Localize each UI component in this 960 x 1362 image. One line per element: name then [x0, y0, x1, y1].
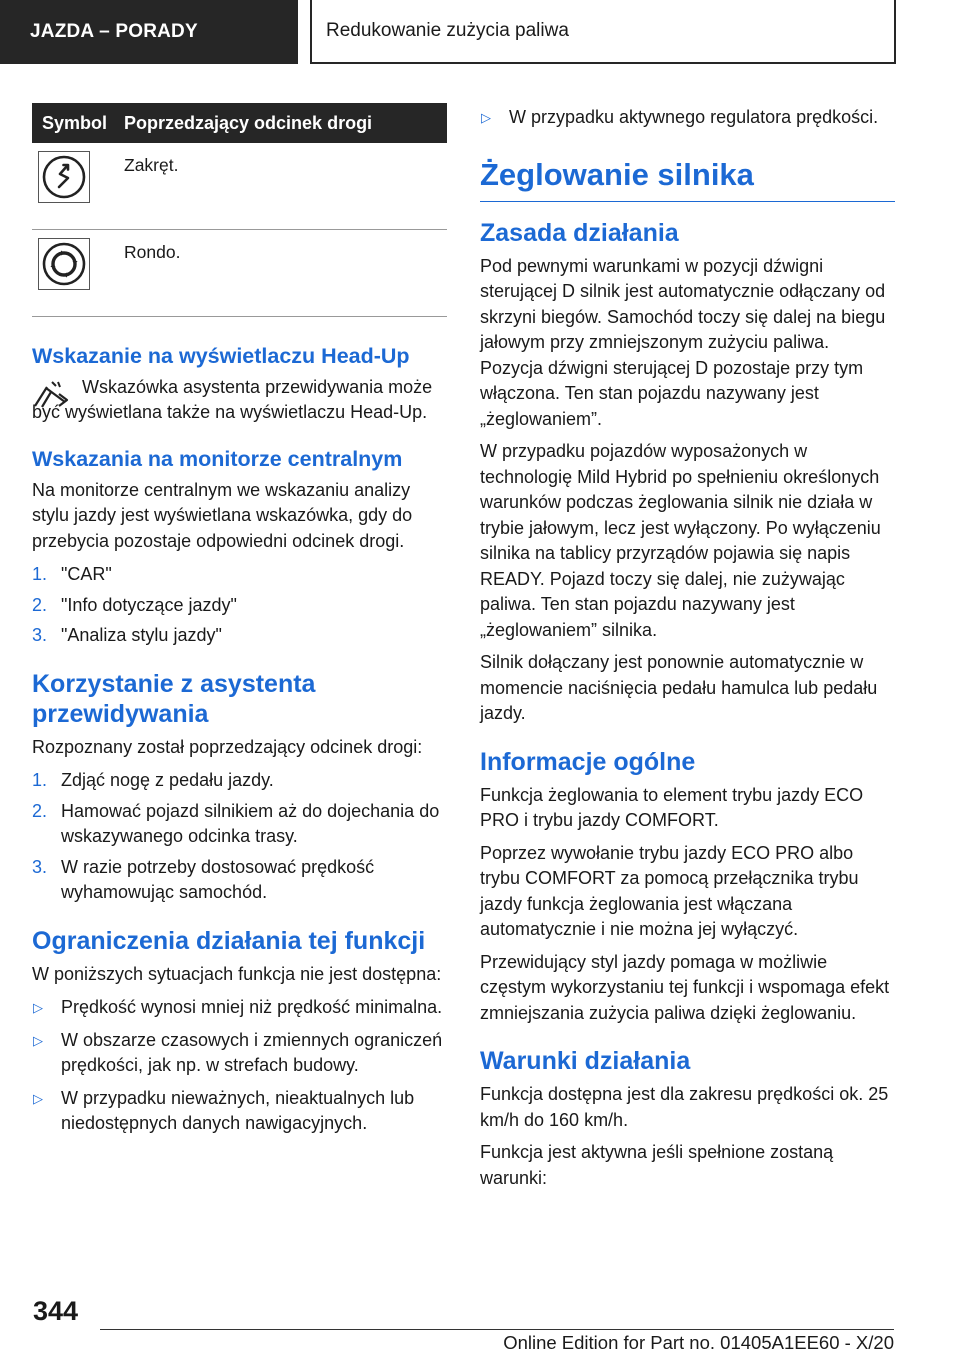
paragraph: W przypadku pojazdów wyposażonych w technologię Mild Hybrid po spełnieniu określonych warunków podczas żeglowania silnik nie działa w trybie jałowym, lecz jest wyłączony. Po wyłączeniu silnika na tablicy przyrządów pojawia się napis READY. Pojazd toczy się dalej, nie zużywając paliwa. Ten stan pojazdu nazywany jest „żeglowaniem” silnika.	[480, 441, 881, 640]
cid-heading: Wskazania na monitorze centralnym	[32, 446, 403, 471]
paragraph: Funkcja żeglowania to element trybu jazdy ECO PRO i trybu jazdy COMFORT.	[480, 784, 864, 830]
right-column	[480, 103, 895, 1198]
use-heading: Korzystanie z asystenta przewidywania	[32, 669, 316, 728]
list-item: ▷ Prędkość wynosi mniej niż prędkość minimalna.	[32, 995, 447, 1021]
page-footer	[0, 1296, 960, 1362]
predictive-assistant-icon	[32, 378, 70, 410]
paragraph: Przewidujący styl jazdy pomaga w możliwie częstym wykorzystaniu tej funkcji i wspomaga efekt zmniejszania zużycia paliwa dzięki żeglowaniu.	[480, 951, 890, 1023]
general-heading: Informacje ogólne	[480, 747, 696, 776]
list-item: ▷ W obszarze czasowych i zmiennych ograniczeń prędkości, jak np. w strefach budowy.	[33, 1029, 443, 1076]
triangle-bullet-icon: ▷	[33, 1000, 43, 1016]
hud-text: Wskazówka asystenta przewidywania może być wyświetlana także na wyświetlaczu Head-Up.	[32, 376, 433, 423]
roundabout-icon	[38, 238, 90, 290]
symbol-table	[32, 103, 447, 317]
principle-heading: Zasada działania	[480, 218, 679, 247]
list-item: 2. "Info dotyczące jazdy"	[32, 594, 237, 615]
main-heading: Żeglowanie silnika	[480, 157, 895, 202]
list-item: 3. W razie potrzeby dostosować prędkość wyhamowując samochód.	[32, 856, 375, 903]
use-steps	[32, 768, 447, 906]
triangle-bullet-icon: ▷	[33, 1090, 43, 1106]
conditions-heading: Warunki działania	[480, 1047, 691, 1075]
triangle-bullet-icon: ▷	[33, 1032, 43, 1048]
road-section-column-header: Poprzedzający odcinek drogi	[114, 103, 447, 143]
list-item: 2. Hamować pojazd silnikiem aż do dojechania do wskazywanego odcinka trasy.	[32, 800, 440, 847]
left-column	[32, 103, 447, 1145]
list-item: ▷ W przypadku aktywnego regulatora prędkości.	[480, 105, 895, 131]
paragraph: Pod pewnymi warunkami w pozycji dźwigni sterującej D silnik jest automatycznie odłączany od skrzyni biegów. Samochód toczy się dalej na biegu jałowym przy zmniejszonym zużyciu paliwa. Pozycja dźwigni sterującej D pozostaje przy tym włączona. Ten stan pojazdu nazywany jest „żeglowaniem”.	[480, 255, 886, 429]
use-text: Rozpoznany został poprzedzający odcinek drogi:	[32, 736, 423, 757]
paragraph: Funkcja dostępna jest dla zakresu prędkości ok. 25 km/h do 160 km/h.	[480, 1084, 889, 1130]
table-cell-text: Rondo.	[114, 230, 447, 317]
section-tab: JAZDA – PORADY	[0, 0, 298, 64]
continued-list	[480, 105, 895, 131]
limits-heading: Ograniczenia działania tej funkcji	[32, 926, 426, 955]
chapter-title: Redukowanie zużycia paliwa	[310, 0, 896, 64]
edition-info: Online Edition for Part no. 01405A1EE60 - X/20	[503, 1332, 894, 1353]
list-item: 1. "CAR"	[32, 564, 112, 585]
list-item: 1. Zdjąć nogę z pedału jazdy.	[32, 770, 274, 791]
cid-steps	[32, 562, 447, 649]
limits-text: W poniższych sytuacjach funkcja nie jest dostępna:	[32, 963, 442, 984]
paragraph: Poprzez wywołanie trybu jazdy ECO PRO albo trybu COMFORT za pomocą przełącznika trybu jazdy funkcja żeglowania jest włączana automatycznie i nie można jej wyłączyć.	[480, 842, 859, 939]
symbol-table-header	[32, 103, 447, 143]
hud-note	[32, 375, 447, 426]
table-cell-text: Zakręt.	[114, 143, 447, 230]
page-header	[0, 0, 960, 66]
list-item: ▷ W przypadku nieważnych, nieaktualnych lub niedostępnych danych nawigacyjnych.	[33, 1087, 415, 1134]
cid-text: Na monitorze centralnym we wskazaniu analizy stylu jazdy jest wyświetlana wskazówka, gdy do przebycia pozostaje odpowiedni odcinek drogi.	[32, 479, 413, 551]
table-row	[32, 230, 447, 317]
footer-divider	[100, 1329, 894, 1330]
list-item: 3. "Analiza stylu jazdy"	[32, 625, 222, 646]
symbol-column-header: Symbol	[32, 103, 114, 143]
table-row	[32, 143, 447, 230]
triangle-bullet-icon: ▷	[481, 110, 491, 125]
hud-heading: Wskazanie na wyświetlaczu Head-Up	[32, 344, 410, 368]
paragraph: Silnik dołączany jest ponownie automatycznie w momencie naciśnięcia pedału hamulca lub pedału jazdy.	[480, 652, 878, 723]
page-number: 344	[33, 1296, 79, 1326]
curve-road-icon	[38, 151, 90, 203]
limits-list	[32, 995, 447, 1137]
paragraph: Funkcja jest aktywna jeśli spełnione zostaną warunki:	[480, 1142, 834, 1188]
